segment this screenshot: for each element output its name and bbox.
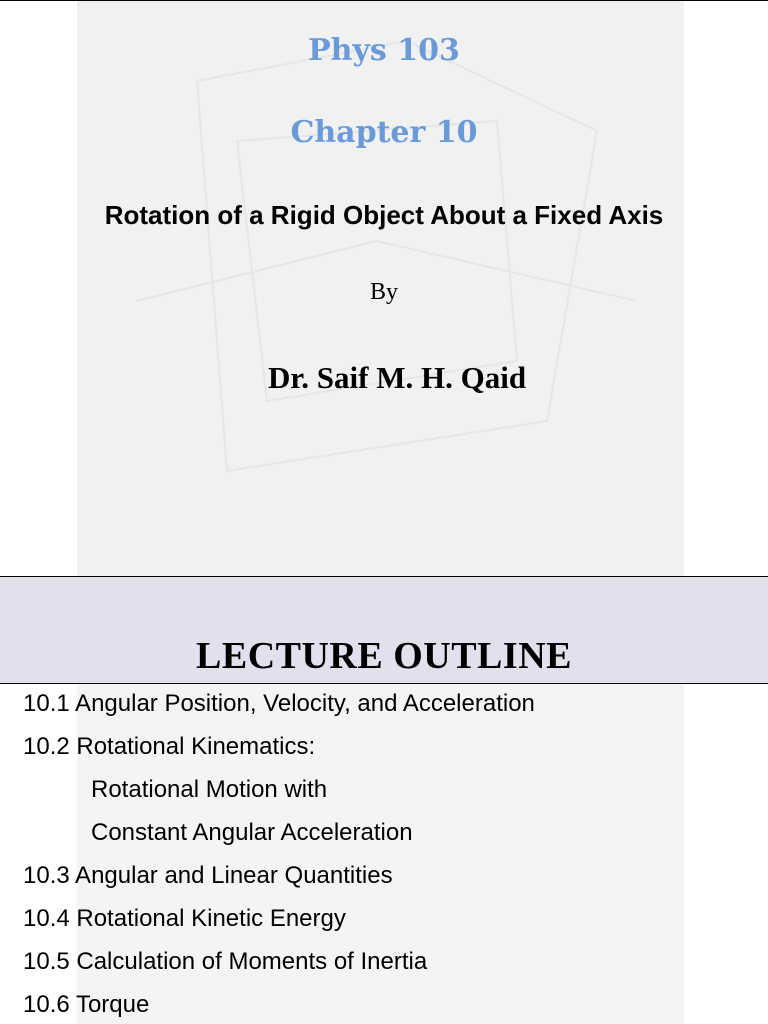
author-name: Dr. Saif M. H. Qaid — [268, 360, 527, 395]
outline-item: 10.4 Rotational Kinetic Energy — [23, 905, 346, 932]
outline-item: 10.3 Angular and Linear Quantities — [23, 862, 393, 889]
course-code: Phys 103 — [308, 33, 460, 68]
chapter-label: Chapter 10 — [290, 115, 478, 150]
outline-header-band — [0, 577, 768, 684]
outline-heading: LECTURE OUTLINE — [196, 635, 572, 677]
outline-slide — [0, 576, 768, 1024]
outline-subitem: Constant Angular Acceleration — [91, 819, 413, 846]
outline-item: 10.2 Rotational Kinematics: — [23, 733, 316, 760]
outline-subitem: Rotational Motion with — [91, 776, 328, 803]
slide-title: Rotation of a Rigid Object About a Fixed Axis — [104, 200, 664, 230]
outline-item: 10.6 Torque — [23, 991, 150, 1018]
by-label: By — [369, 279, 398, 305]
outline-item: 10.1 Angular Position, Velocity, and Acceleration — [23, 690, 535, 717]
outline-item: 10.5 Calculation of Moments of Inertia — [23, 948, 428, 975]
